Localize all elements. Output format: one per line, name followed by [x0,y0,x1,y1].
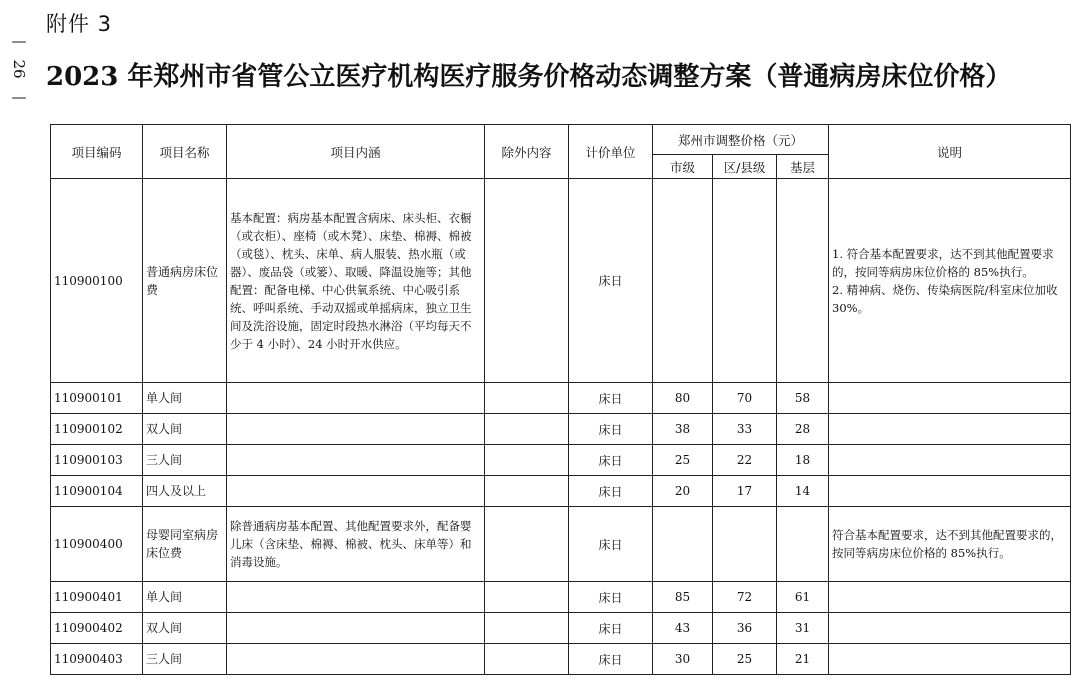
cell-exclude [485,507,569,582]
cell-name: 双人间 [143,613,227,644]
cell-city-price: 38 [653,414,713,445]
cell-name: 三人间 [143,644,227,675]
cell-unit: 床日 [569,507,653,582]
cell-base-price: 18 [777,445,829,476]
page-dash-bottom: — [11,88,27,106]
cell-base-price: 14 [777,476,829,507]
cell-county-price: 17 [713,476,777,507]
cell-content [227,476,485,507]
cell-note [829,613,1071,644]
cell-unit: 床日 [569,476,653,507]
cell-name: 母婴同室病房床位费 [143,507,227,582]
cell-exclude [485,445,569,476]
cell-base-price: 31 [777,613,829,644]
cell-name: 普通病房床位费 [143,179,227,383]
cell-county-price: 22 [713,445,777,476]
cell-note [829,476,1071,507]
cell-code: 110900102 [51,414,143,445]
cell-city-price: 80 [653,383,713,414]
cell-city-price: 25 [653,445,713,476]
cell-code: 110900400 [51,507,143,582]
table-row [51,445,1071,476]
cell-code: 110900103 [51,445,143,476]
page-number-vertical [6,30,32,114]
cell-county-price: 70 [713,383,777,414]
cell-unit: 床日 [569,582,653,613]
cell-unit: 床日 [569,383,653,414]
cell-content [227,414,485,445]
cell-content [227,383,485,414]
cell-code: 110900403 [51,644,143,675]
cell-content: 除普通病房基本配置、其他配置要求外，配备婴儿床（含床垫、棉褥、棉被、枕头、床单等）和消毒设施。 [227,507,485,582]
header-base: 基层 [777,155,829,179]
header-note: 说明 [829,125,1071,179]
cell-exclude [485,644,569,675]
cell-note [829,644,1071,675]
table-row [51,179,1071,383]
cell-name: 单人间 [143,582,227,613]
table-row [51,383,1071,414]
table-body [51,179,1071,675]
cell-county-price [713,179,777,383]
cell-code: 110900402 [51,613,143,644]
cell-base-price: 61 [777,582,829,613]
cell-content [227,582,485,613]
cell-note [829,383,1071,414]
header-unit: 计价单位 [569,125,653,179]
header-county: 区/县级 [713,155,777,179]
cell-exclude [485,582,569,613]
header-code: 项目编码 [51,125,143,179]
header-content: 项目内涵 [227,125,485,179]
cell-note: 1. 符合基本配置要求，达不到其他配置要求的，按同等病房床位价格的 85%执行。 2. 精神病、烧伤、传染病医院/科室床位加收 30%。 [829,179,1071,383]
price-table [50,124,1071,675]
table-row [51,476,1071,507]
page-dash-top: — [11,32,27,50]
cell-city-price: 20 [653,476,713,507]
cell-exclude [485,476,569,507]
cell-city-price: 30 [653,644,713,675]
cell-county-price: 36 [713,613,777,644]
cell-county-price: 72 [713,582,777,613]
cell-note: 符合基本配置要求，达不到其他配置要求的，按同等病房床位价格的 85%执行。 [829,507,1071,582]
table-row [51,613,1071,644]
cell-exclude [485,613,569,644]
table-row [51,582,1071,613]
cell-name: 双人间 [143,414,227,445]
cell-exclude [485,414,569,445]
cell-note [829,445,1071,476]
header-name: 项目名称 [143,125,227,179]
cell-exclude [485,383,569,414]
cell-county-price: 25 [713,644,777,675]
cell-content [227,445,485,476]
table-row [51,414,1071,445]
cell-code: 110900100 [51,179,143,383]
cell-city-price: 85 [653,582,713,613]
cell-exclude [485,179,569,383]
cell-unit: 床日 [569,613,653,644]
header-exclude: 除外内容 [485,125,569,179]
header-price-group: 郑州市调整价格（元） [653,125,829,155]
cell-code: 110900104 [51,476,143,507]
cell-unit: 床日 [569,179,653,383]
cell-content: 基本配置：病房基本配置含病床、床头柜、衣橱（或衣柜）、座椅（或木凳）、床垫、棉褥、棉被（或毯）、枕头、床单、病人服装、热水瓶（或器）、废品袋（或篓）、取暖、降温设施等；其他配置：配备电梯、中心供氧系统、中心吸引系统、呼叫系统、手动双摇或单摇病床，独立卫生间及洗浴设施，固定时段热水淋浴（平均每天不少于 4 小时）、24 小时开水供应。 [227,179,485,383]
cell-city-price: 43 [653,613,713,644]
cell-note [829,414,1071,445]
cell-base-price: 28 [777,414,829,445]
cell-city-price [653,179,713,383]
cell-unit: 床日 [569,445,653,476]
cell-base-price [777,507,829,582]
cell-unit: 床日 [569,644,653,675]
cell-name: 三人间 [143,445,227,476]
cell-county-price [713,507,777,582]
cell-name: 单人间 [143,383,227,414]
cell-base-price [777,179,829,383]
cell-base-price: 58 [777,383,829,414]
document-title: 2023 年郑州市省管公立医疗机构医疗服务价格动态调整方案（普通病房床位价格） [46,62,1012,92]
table-row [51,507,1071,582]
cell-content [227,613,485,644]
cell-code: 110900101 [51,383,143,414]
cell-name: 四人及以上 [143,476,227,507]
cell-content [227,644,485,675]
cell-note [829,582,1071,613]
cell-city-price [653,507,713,582]
attachment-label: 附件 3 [46,12,113,36]
page-number: 26 [10,59,28,79]
cell-base-price: 21 [777,644,829,675]
cell-unit: 床日 [569,414,653,445]
header-city: 市级 [653,155,713,179]
cell-county-price: 33 [713,414,777,445]
table-row [51,644,1071,675]
cell-code: 110900401 [51,582,143,613]
